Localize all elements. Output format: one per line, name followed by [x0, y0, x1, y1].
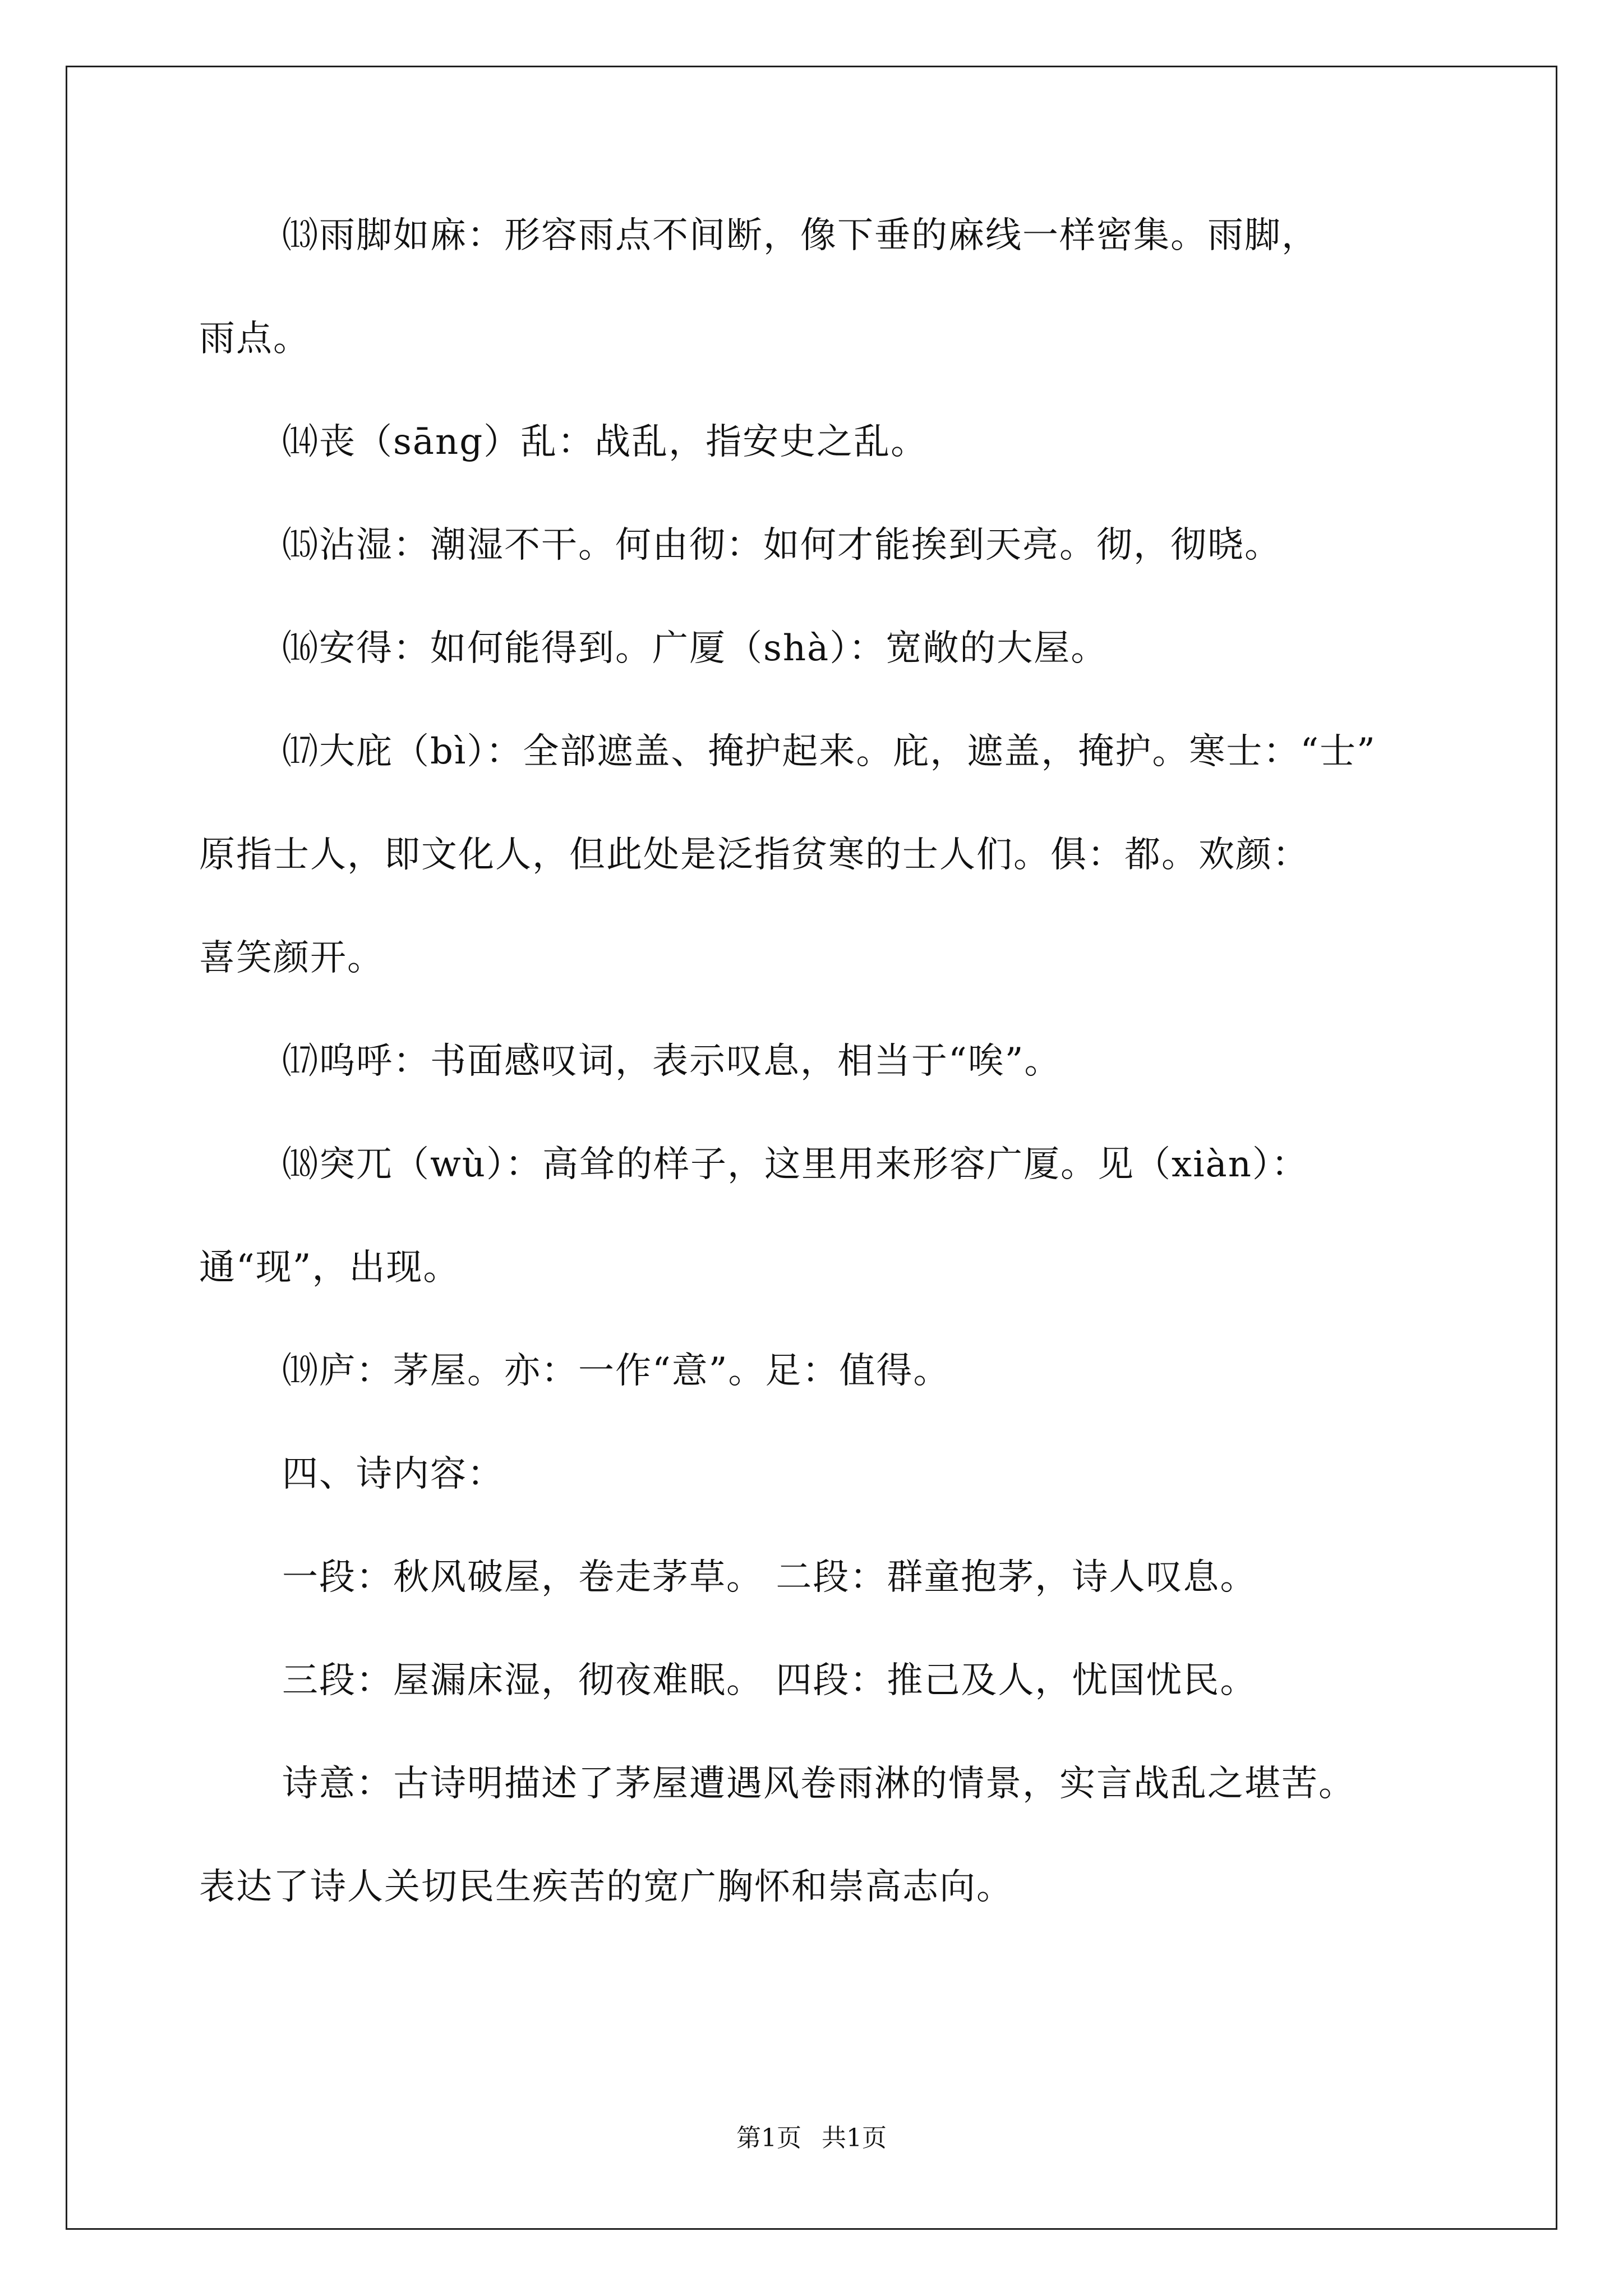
page-total: 共1页	[822, 2124, 887, 2152]
content-sections-3-4: 三段：屋漏床湿，彻夜难眠。 四段：推己及人，忧国忧民。	[282, 1660, 1257, 1701]
note-18-line-2: 通“现”，出现。	[199, 1247, 460, 1289]
note-13-line-2: 雨点。	[199, 318, 310, 360]
note-15: ⒂沾湿：潮湿不干。何由彻：如何才能挨到天亮。彻，彻晓。	[282, 524, 1281, 566]
note-19: ⒆庐：茅屋。亦：一作“意”。足：值得。	[282, 1350, 951, 1392]
note-13-line-1: ⒀雨脚如麻：形容雨点不间断，像下垂的麻线一样密集。雨脚，	[282, 215, 1318, 256]
note-18-line-1: ⒅突兀（wù）：高耸的样子，这里用来形容广厦。见（xiàn）：	[282, 1144, 1308, 1185]
note-17-line-1: ⒄大庇（bì）：全部遮盖、掩护起来。庇，遮盖，掩护。寒士：“士”	[282, 731, 1376, 772]
note-17-line-2: 原指士人，即文化人，但此处是泛指贫寒的士人们。俱：都。欢颜：	[199, 834, 1310, 876]
page-current: 第1页	[736, 2124, 801, 2152]
section-heading: 四、诗内容：	[282, 1453, 504, 1495]
note-17-line-3: 喜笑颜开。	[199, 937, 384, 979]
note-14: ⒁丧（sāng）乱：战乱，指安史之乱。	[282, 421, 928, 463]
note-17b: ⒄呜呼：书面感叹词，表示叹息，相当于“唉”。	[282, 1041, 1062, 1082]
note-16: ⒃安得：如何能得到。广厦（shà）：宽敞的大屋。	[282, 628, 1108, 669]
poem-meaning-line-2: 表达了诗人关切民生疾苦的宽广胸怀和崇高志向。	[199, 1866, 1013, 1908]
page-footer	[0, 2123, 1623, 2154]
poem-meaning-line-1: 诗意：古诗明描述了茅屋遭遇风卷雨淋的情景，实言战乱之堪苦。	[282, 1763, 1355, 1805]
content-sections-1-2: 一段：秋风破屋，卷走茅草。 二段：群童抱茅，诗人叹息。	[282, 1557, 1257, 1598]
